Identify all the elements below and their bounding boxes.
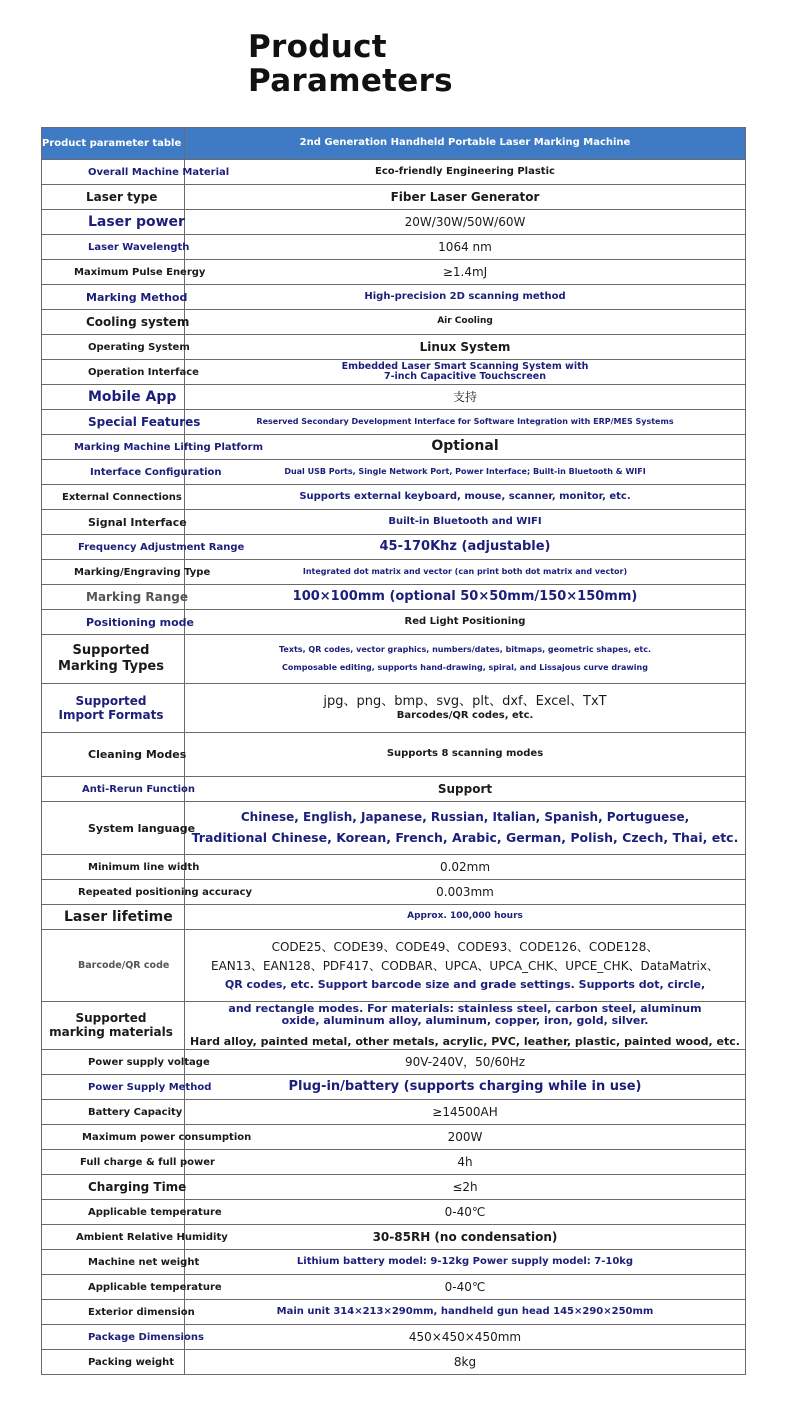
param-label: Packing weight [42, 1350, 185, 1375]
param-label: Applicable temperature [42, 1275, 185, 1300]
param-value: 支持 [185, 385, 746, 410]
value-line: jpg、png、bmp、svg、plt、dxf、Excel、TxT [323, 693, 607, 709]
param-value: Built-in Bluetooth and WIFI [185, 510, 746, 535]
param-value: 1064 nm [185, 235, 746, 260]
param-value: Support [185, 777, 746, 802]
table-row [42, 560, 746, 585]
label-line: Import Formats [58, 708, 164, 722]
param-value: ≥14500AH [185, 1100, 746, 1125]
param-label: Applicable temperature [42, 1200, 185, 1225]
table-row [42, 360, 746, 385]
param-label: Laser power [42, 210, 185, 235]
label-line: Supported [75, 693, 147, 708]
param-label: Marking Range [42, 585, 185, 610]
param-label: Exterior dimension [42, 1300, 185, 1325]
param-value: 30-85RH (no condensation) [185, 1225, 746, 1250]
param-value: ≥1.4mJ [185, 260, 746, 285]
param-label: Charging Time [42, 1175, 185, 1200]
table-row [42, 210, 746, 235]
param-value [185, 635, 746, 684]
param-label: Maximum Pulse Energy [42, 260, 185, 285]
table-row [42, 310, 746, 335]
param-label: Power supply voltage [42, 1050, 185, 1075]
value-line: Chinese, English, Japanese, Russian, Italian, Spanish, Portuguese, [240, 810, 690, 825]
param-label: Positioning mode [42, 610, 185, 635]
value-line: Texts, QR codes, vector graphics, numbers/dates, bitmaps, geometric shapes, etc. [279, 645, 651, 654]
param-label: Cooling system [42, 310, 185, 335]
param-label: Laser Wavelength [42, 235, 185, 260]
param-label: Interface Configuration [42, 460, 185, 485]
param-value: ≤2h [185, 1175, 746, 1200]
page-title [248, 30, 453, 98]
param-value: Integrated dot matrix and vector (can print both dot matrix and vector) [185, 560, 746, 585]
param-value: 100×100mm (optional 50×50mm/150×150mm) [185, 585, 746, 610]
table-row [42, 585, 746, 610]
param-value: Fiber Laser Generator [185, 185, 746, 210]
value-line: QR codes, etc. Support barcode size and grade settings. Supports dot, circle, [224, 977, 706, 991]
table-row [42, 1325, 746, 1350]
param-label [42, 1002, 185, 1050]
table-row [42, 880, 746, 905]
param-value: 20W/30W/50W/60W [185, 210, 746, 235]
label-line: marking materials [49, 1024, 173, 1039]
table-row [42, 1250, 746, 1275]
table-row [42, 905, 746, 930]
table-row [42, 1050, 746, 1075]
table-row [42, 485, 746, 510]
param-value: 0.02mm [185, 855, 746, 880]
param-value: Linux System [185, 335, 746, 360]
param-value: Dual USB Ports, Single Network Port, Power Interface; Built-in Bluetooth & WIFI [185, 460, 746, 485]
param-value: 8kg [185, 1350, 746, 1375]
param-label: Machine net weight [42, 1250, 185, 1275]
param-value [185, 684, 746, 733]
param-value: High-precision 2D scanning method [185, 285, 746, 310]
table-row [42, 635, 746, 684]
table-row [42, 285, 746, 310]
param-label: Mobile App [42, 385, 185, 410]
param-label [42, 684, 185, 733]
table-row [42, 435, 746, 460]
table-row [42, 1275, 746, 1300]
param-value: 4h [185, 1150, 746, 1175]
param-value [185, 1002, 746, 1050]
param-label: Marking Machine Lifting Platform [42, 435, 185, 460]
header-label: Product parameter table [42, 128, 185, 160]
table-row [42, 802, 746, 855]
param-label: Minimum line width [42, 855, 185, 880]
param-value: Main unit 314×213×290mm, handheld gun head 145×290×250mm [185, 1300, 746, 1325]
param-label: Cleaning Modes [42, 733, 185, 777]
table-row [42, 510, 746, 535]
label-line: Marking Types [58, 659, 164, 674]
param-value [185, 360, 746, 385]
param-label: Operating System [42, 335, 185, 360]
table-row [42, 855, 746, 880]
param-label: Power Supply Method [42, 1075, 185, 1100]
param-label: Special Features [42, 410, 185, 435]
param-value: Optional [185, 435, 746, 460]
table-row [42, 1150, 746, 1175]
param-value: 450×450×450mm [185, 1325, 746, 1350]
value-line: Traditional Chinese, Korean, French, Arabic, German, Polish, Czech, Thai, etc. [191, 829, 739, 845]
table-row [42, 1175, 746, 1200]
param-value: 0.003mm [185, 880, 746, 905]
param-label: System language [42, 802, 185, 855]
value-line: 7-inch Capacitive Touchscreen [383, 371, 547, 382]
page-title-line2: Parameters [248, 63, 453, 99]
table-row [42, 777, 746, 802]
param-value: Lithium battery model: 9-12kg Power supply model: 7-10kg [185, 1250, 746, 1275]
table-row [42, 1002, 746, 1050]
param-value: 90V-240V，50/60Hz [185, 1050, 746, 1075]
table-row [42, 1350, 746, 1375]
page-title-line1: Product [248, 29, 387, 65]
table-row [42, 733, 746, 777]
param-label: Maximum power consumption [42, 1125, 185, 1150]
table-row [42, 460, 746, 485]
table-row [42, 185, 746, 210]
table-row [42, 1075, 746, 1100]
value-line: oxide, aluminum alloy, aluminum, copper, iron, gold, silver. [281, 1014, 649, 1028]
label-line: Supported [72, 643, 150, 659]
param-value: 0-40℃ [185, 1275, 746, 1300]
param-value: Plug-in/battery (supports charging while in use) [185, 1075, 746, 1100]
table-row [42, 385, 746, 410]
label-line: Supported [75, 1010, 147, 1025]
header-value: 2nd Generation Handheld Portable Laser Marking Machine [185, 128, 746, 160]
table-row [42, 1200, 746, 1225]
value-line: CODE25、CODE39、CODE49、CODE93、CODE126、CODE128、 [271, 940, 659, 955]
param-label: Signal Interface [42, 510, 185, 535]
parameter-table [41, 127, 746, 1375]
param-value [185, 930, 746, 1002]
value-line: and rectangle modes. For materials: stainless steel, carbon steel, aluminum [228, 1001, 702, 1015]
param-label [42, 635, 185, 684]
param-value: 0-40℃ [185, 1200, 746, 1225]
value-line: Hard alloy, painted metal, other metals, acrylic, PVC, leather, plastic, painted wood, etc. [190, 1034, 740, 1048]
value-line: Composable editing, supports hand-drawing, spiral, and Lissajous curve drawing [282, 663, 648, 672]
param-label: Repeated positioning accuracy [42, 880, 185, 905]
table-row [42, 1225, 746, 1250]
param-value: 200W [185, 1125, 746, 1150]
table-row [42, 260, 746, 285]
param-value: Approx. 100,000 hours [185, 905, 746, 930]
param-label: Overall Machine Material [42, 160, 185, 185]
param-label: Frequency Adjustment Range [42, 535, 185, 560]
table-row [42, 335, 746, 360]
table-row [42, 1100, 746, 1125]
param-value: Eco-friendly Engineering Plastic [185, 160, 746, 185]
param-label: Marking/Engraving Type [42, 560, 185, 585]
table-row [42, 1300, 746, 1325]
table-row [42, 610, 746, 635]
param-label: Laser type [42, 185, 185, 210]
param-label: Marking Method [42, 285, 185, 310]
table-row [42, 535, 746, 560]
value-line: Embedded Laser Smart Scanning System with [341, 360, 589, 372]
param-value: Reserved Secondary Development Interface for Software Integration with ERP/MES Systems [185, 410, 746, 435]
param-label: External Connections [42, 485, 185, 510]
param-value: Supports 8 scanning modes [185, 733, 746, 777]
param-label: Full charge & full power [42, 1150, 185, 1175]
param-value: 45-170Khz (adjustable) [185, 535, 746, 560]
param-value: Supports external keyboard, mouse, scanner, monitor, etc. [185, 485, 746, 510]
param-label: Ambient Relative Humidity [42, 1225, 185, 1250]
value-line: Barcodes/QR codes, etc. [396, 709, 534, 721]
param-label: Laser lifetime [42, 905, 185, 930]
param-label: Anti-Rerun Function [42, 777, 185, 802]
table-row [42, 930, 746, 1002]
param-value: Air Cooling [185, 310, 746, 335]
table-row [42, 235, 746, 260]
param-label: Operation Interface [42, 360, 185, 385]
table-row [42, 410, 746, 435]
value-line: EAN13、EAN128、PDF417、CODBAR、UPCA、UPCA_CHK、UPCE_CHK、DataMatrix、 [210, 958, 719, 973]
param-label: Barcode/QR code [42, 930, 185, 1002]
table-row [42, 1125, 746, 1150]
table-row [42, 160, 746, 185]
param-label: Package Dimensions [42, 1325, 185, 1350]
table-row [42, 684, 746, 733]
table-header-row [42, 128, 746, 160]
param-label: Battery Capacity [42, 1100, 185, 1125]
param-value: Red Light Positioning [185, 610, 746, 635]
param-value [185, 802, 746, 855]
